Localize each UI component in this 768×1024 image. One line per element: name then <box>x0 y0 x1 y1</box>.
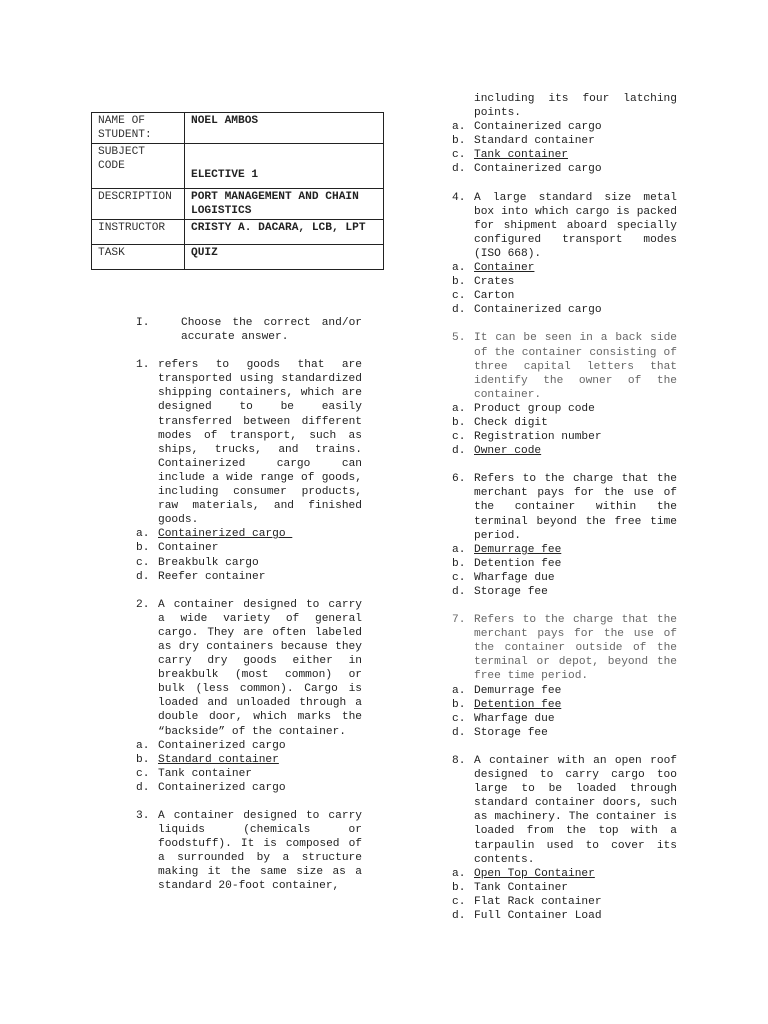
option-letter: b. <box>452 416 466 429</box>
option-c <box>452 430 677 444</box>
option-letter: d. <box>452 445 466 458</box>
question-3 <box>136 809 362 894</box>
row-label: SUBJECT CODE <box>92 144 185 189</box>
question-number: 8. <box>452 754 466 767</box>
option-d <box>452 444 677 458</box>
table-row <box>92 189 384 220</box>
option-a <box>452 543 677 557</box>
option-a <box>452 402 677 416</box>
option-letter: b. <box>136 542 150 555</box>
option-b <box>452 698 677 712</box>
table-row <box>92 113 384 144</box>
option-b <box>452 134 677 148</box>
option-text: Tank container <box>474 149 568 162</box>
option-letter: d. <box>452 586 466 598</box>
option-b <box>452 881 677 895</box>
question-number: 3. <box>136 810 150 822</box>
option-letter: c. <box>452 431 466 444</box>
question-text <box>452 754 677 867</box>
option-text: Registration number <box>474 431 602 444</box>
question-text-continued <box>452 92 677 120</box>
option-letter: c. <box>452 895 466 908</box>
option-text: Product group code <box>474 402 595 415</box>
option-text: Owner code <box>474 445 542 458</box>
option-text: Containerized cargo <box>158 528 293 541</box>
option-text: Storage fee <box>474 586 548 598</box>
question-text <box>452 613 677 683</box>
question-2 <box>136 598 362 795</box>
question-text <box>136 598 362 739</box>
option-d <box>136 570 362 584</box>
option-c <box>136 767 362 781</box>
option-letter: d. <box>136 570 150 583</box>
option-text: Containerized cargo <box>474 304 602 317</box>
row-label: TASK <box>92 245 185 270</box>
question-3-continued <box>452 92 677 177</box>
option-text: Wharfage due <box>474 571 555 584</box>
question-number: 5. <box>452 332 466 345</box>
question-text <box>452 331 677 401</box>
option-letter: b. <box>452 698 466 711</box>
option-text: Containerized cargo <box>474 163 602 176</box>
question-body: A container designed to carry liquids (chemicals or foodstuff). It is composed of a surrounded by a structure making it the same size as a standard 20-foot container, <box>158 810 362 893</box>
student-info-table <box>91 112 384 270</box>
option-c <box>452 148 677 162</box>
question-number: 2. <box>136 598 150 611</box>
question-body: A container designed to carry a wide variety of general cargo. They are often labeled as dry containers because they carry dry goods either in breakbulk (most common) or bulk (less common). Cargo is loaded and unloaded through a double door, which marks the “backside” of the container. <box>158 598 362 738</box>
question-text <box>136 358 362 527</box>
question-4 <box>452 191 677 318</box>
option-a <box>136 739 362 753</box>
question-body: refers to goods that are transported using standardized shipping containers, which are designed to be easily transferred between different modes of transport, such as ships, trucks, and trains. Containerized cargo can include a wide range of goods, including consumer products, raw materials, and finished goods. <box>158 359 362 527</box>
student-name: NOEL AMBOS <box>185 113 384 144</box>
question-6 <box>452 472 677 599</box>
option-text: Detention fee <box>474 698 562 711</box>
option-text: Open Top Container <box>474 867 595 880</box>
option-letter: a. <box>452 543 466 556</box>
course-description: PORT MANAGEMENT AND CHAIN LOGISTICS <box>185 189 384 220</box>
option-b <box>136 541 362 555</box>
question-body: A container with an open roof designed to carry cargo too large to be loaded through standard container doors, such as machinery. The container is loaded from the top with a tarpaulin used to cover its contents. <box>474 754 677 866</box>
section-instruction <box>136 316 362 344</box>
option-c <box>136 556 362 570</box>
option-letter: c. <box>136 767 150 780</box>
row-label: DESCRIPTION <box>92 189 185 220</box>
option-letter: b. <box>136 753 150 766</box>
option-a <box>452 120 677 134</box>
question-7 <box>452 613 677 740</box>
row-label: INSTRUCTOR <box>92 220 185 245</box>
option-letter: b. <box>452 881 466 894</box>
subject-code: ELECTIVE 1 <box>185 144 384 189</box>
option-letter: d. <box>452 163 466 176</box>
option-text: Tank container <box>158 767 252 780</box>
option-text: Detention fee <box>474 557 562 570</box>
option-text: Standard container <box>474 135 595 148</box>
option-letter: d. <box>136 781 150 794</box>
option-text: Crates <box>474 276 515 289</box>
option-d <box>452 909 677 923</box>
option-letter: b. <box>452 276 466 289</box>
option-text: Demurrage fee <box>474 543 562 556</box>
option-text: Containerized cargo <box>474 121 602 134</box>
option-text: Carton <box>474 290 515 303</box>
question-body: Refers to the charge that the merchant pays for the use of the container outside of the terminal or depot, beyond the free time period. <box>474 614 677 683</box>
option-letter: b. <box>452 135 466 148</box>
option-letter: c. <box>136 556 150 569</box>
option-b <box>452 416 677 430</box>
question-text <box>136 809 362 894</box>
table-row <box>92 220 384 245</box>
option-c <box>452 571 677 585</box>
option-b <box>452 557 677 571</box>
question-8 <box>452 754 677 923</box>
option-c <box>452 895 677 909</box>
table-row <box>92 245 384 270</box>
option-letter: a. <box>452 121 466 134</box>
option-letter: a. <box>136 528 150 541</box>
option-text: Reefer container <box>158 570 266 583</box>
question-number: 1. <box>136 359 150 372</box>
option-text: Containerized cargo <box>158 781 286 794</box>
question-body: Refers to the charge that the merchant pays for the use of the container within the terminal beyond the free time period. <box>474 473 677 542</box>
option-text: Check digit <box>474 416 548 429</box>
option-text: Storage fee <box>474 726 548 739</box>
option-letter: c. <box>452 149 466 162</box>
option-text: Full Container Load <box>474 909 602 922</box>
option-c <box>452 289 677 303</box>
option-a <box>136 527 362 541</box>
table-row <box>92 144 384 189</box>
question-body: A large standard size metal box into which cargo is packed for shipment aboard specially configured transport modes (ISO 668). <box>474 191 677 260</box>
option-text: Container <box>474 262 535 275</box>
question-body: It can be seen in a back side of the container consisting of three capital letters that identify the owner of the container. <box>474 332 677 401</box>
option-letter: c. <box>452 290 466 303</box>
option-b <box>452 275 677 289</box>
option-text: Standard container <box>158 753 279 766</box>
task-name: QUIZ <box>185 245 384 270</box>
option-letter: d. <box>452 304 466 317</box>
question-1 <box>136 358 362 584</box>
option-d <box>452 303 677 317</box>
option-d <box>452 726 677 740</box>
option-text: Wharfage due <box>474 712 555 725</box>
option-text: Breakbulk cargo <box>158 556 259 569</box>
option-a <box>452 261 677 275</box>
question-number: 6. <box>452 473 466 486</box>
option-text: Demurrage fee <box>474 684 562 697</box>
question-body: including its four latching points. <box>474 93 677 120</box>
option-b <box>136 753 362 767</box>
instructor-name: CRISTY A. DACARA, LCB, LPT <box>185 220 384 245</box>
option-text: Flat Rack container <box>474 895 602 908</box>
question-number: 7. <box>452 614 466 627</box>
option-text: Container <box>158 542 219 555</box>
option-c <box>452 712 677 726</box>
right-column <box>452 92 677 923</box>
option-letter: b. <box>452 557 466 570</box>
option-letter: a. <box>452 402 466 415</box>
option-letter: a. <box>452 867 466 880</box>
left-column <box>136 316 362 894</box>
option-d <box>452 585 677 599</box>
option-letter: a. <box>452 684 466 697</box>
option-letter: a. <box>136 739 150 752</box>
question-text <box>452 472 677 542</box>
option-letter: d. <box>452 909 466 922</box>
option-a <box>452 867 677 881</box>
question-5 <box>452 331 677 458</box>
instruction-text: Choose the correct and/or accurate answer. <box>181 317 362 344</box>
option-d <box>452 162 677 176</box>
section-numeral: I. <box>136 317 150 329</box>
option-letter: d. <box>452 726 466 739</box>
option-letter: a. <box>452 262 466 275</box>
option-text: Containerized cargo <box>158 739 286 752</box>
option-text: Tank Container <box>474 881 568 894</box>
option-letter: c. <box>452 571 466 584</box>
question-number: 4. <box>452 191 466 204</box>
option-a <box>452 684 677 698</box>
row-label: NAME OF STUDENT: <box>92 113 185 144</box>
option-letter: c. <box>452 712 466 725</box>
option-d <box>136 781 362 795</box>
question-text <box>452 191 677 261</box>
